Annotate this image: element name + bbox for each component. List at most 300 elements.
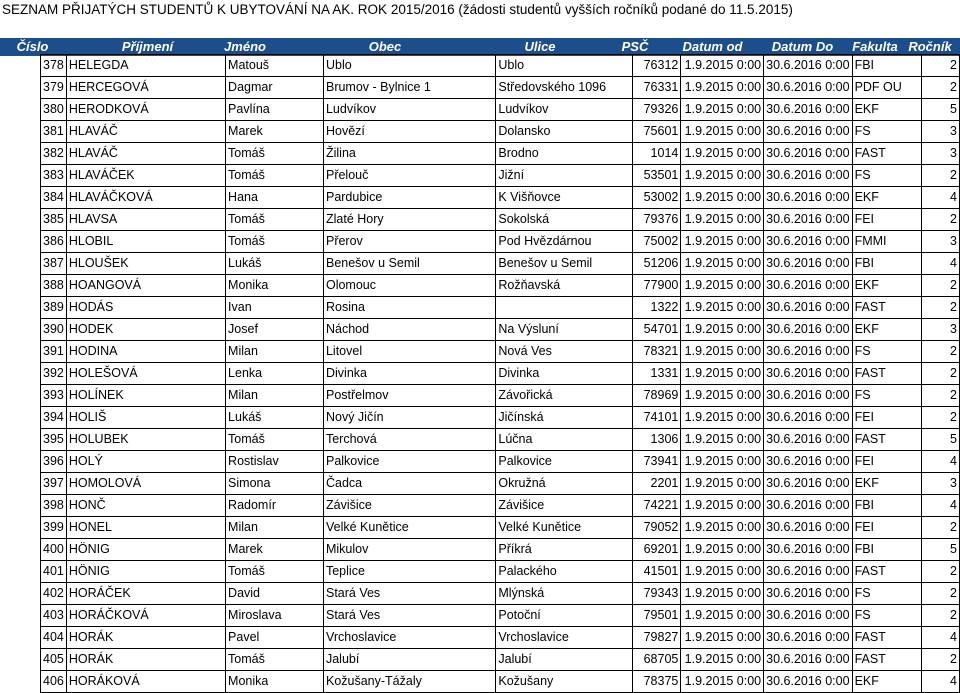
cell-datum-od: 1.9.2015 0:00 [681, 209, 764, 231]
cell-datum-od: 1.9.2015 0:00 [681, 231, 764, 253]
cell-jmeno: Dagmar [226, 77, 324, 99]
cell-ulice: Vrchoslavice [496, 627, 632, 649]
cell-jmeno: David [226, 583, 324, 605]
cell-fakulta: FS [852, 605, 921, 627]
cell-fakulta: FS [852, 341, 921, 363]
cell-jmeno: Ivan [226, 297, 324, 319]
cell-rocnik: 5 [921, 539, 959, 561]
cell-psc: 78969 [632, 385, 681, 407]
cell-ulice: Závořická [496, 385, 632, 407]
cell-fakulta: FEI [852, 517, 921, 539]
cell-prijmeni: HÖNIG [66, 539, 225, 561]
cell-psc: 51206 [632, 253, 681, 275]
cell-rocnik: 2 [921, 385, 959, 407]
cell-datum-do: 30.6.2016 0:00 [764, 649, 852, 671]
cell-rocnik: 2 [921, 561, 959, 583]
cell-rocnik: 2 [921, 605, 959, 627]
cell-datum-do: 30.6.2016 0:00 [764, 55, 852, 77]
cell-obec: Olomouc [323, 275, 495, 297]
cell-cislo: 404 [41, 627, 67, 649]
cell-psc: 68705 [632, 649, 681, 671]
cell-ulice: Pod Hvězdárnou [496, 231, 632, 253]
cell-cislo: 405 [41, 649, 67, 671]
cell-jmeno: Miroslava [226, 605, 324, 627]
cell-psc: 73941 [632, 451, 681, 473]
cell-datum-do: 30.6.2016 0:00 [764, 275, 852, 297]
cell-psc: 76312 [632, 55, 681, 77]
cell-obec: Postřelmov [323, 385, 495, 407]
cell-fakulta: FEI [852, 407, 921, 429]
cell-psc: 79376 [632, 209, 681, 231]
cell-prijmeni: HLAVÁČ [66, 121, 225, 143]
cell-psc: 78375 [632, 671, 681, 693]
cell-obec: Žilina [323, 143, 495, 165]
cell-cislo: 390 [41, 319, 67, 341]
cell-ulice: Rožňavská [496, 275, 632, 297]
cell-datum-do: 30.6.2016 0:00 [764, 561, 852, 583]
cell-datum-do: 30.6.2016 0:00 [764, 671, 852, 693]
cell-rocnik: 4 [921, 253, 959, 275]
cell-prijmeni: HORÁČKOVÁ [66, 605, 225, 627]
cell-cislo: 383 [41, 165, 67, 187]
cell-datum-do: 30.6.2016 0:00 [764, 121, 852, 143]
cell-obec: Hovězí [323, 121, 495, 143]
cell-datum-od: 1.9.2015 0:00 [681, 55, 764, 77]
cell-jmeno: Marek [226, 121, 324, 143]
cell-fakulta: FS [852, 385, 921, 407]
cell-obec: Náchod [323, 319, 495, 341]
cell-rocnik: 2 [921, 363, 959, 385]
cell-fakulta: FEI [852, 451, 921, 473]
cell-rocnik: 3 [921, 319, 959, 341]
table-row [41, 319, 960, 341]
cell-cislo: 398 [41, 495, 67, 517]
cell-psc: 53002 [632, 187, 681, 209]
cell-obec: Teplice [323, 561, 495, 583]
header-obec: Obec [368, 39, 402, 54]
cell-rocnik: 3 [921, 121, 959, 143]
cell-obec: Pardubice [323, 187, 495, 209]
cell-obec: Stará Ves [323, 583, 495, 605]
cell-ulice: Kožušany [496, 671, 632, 693]
cell-jmeno: Lukáš [226, 407, 324, 429]
cell-rocnik: 5 [921, 429, 959, 451]
cell-psc: 1331 [632, 363, 681, 385]
cell-datum-do: 30.6.2016 0:00 [764, 473, 852, 495]
cell-jmeno: Lukáš [226, 253, 324, 275]
table-row [41, 231, 960, 253]
cell-ulice [496, 297, 632, 319]
cell-jmeno: Tomáš [226, 649, 324, 671]
cell-prijmeni: HORÁČEK [66, 583, 225, 605]
table-row [41, 165, 960, 187]
cell-obec: Jalubí [323, 649, 495, 671]
cell-cislo: 386 [41, 231, 67, 253]
table-row [41, 341, 960, 363]
cell-datum-do: 30.6.2016 0:00 [764, 297, 852, 319]
table-row [41, 605, 960, 627]
cell-obec: Přelouč [323, 165, 495, 187]
cell-prijmeni: HLAVÁČEK [66, 165, 225, 187]
cell-datum-do: 30.6.2016 0:00 [764, 143, 852, 165]
cell-datum-od: 1.9.2015 0:00 [681, 77, 764, 99]
cell-psc: 77900 [632, 275, 681, 297]
cell-rocnik: 4 [921, 187, 959, 209]
cell-cislo: 380 [41, 99, 67, 121]
cell-jmeno: Rostislav [226, 451, 324, 473]
cell-obec: Brumov - Bylnice 1 [323, 77, 495, 99]
cell-obec: Vrchoslavice [323, 627, 495, 649]
table-row [41, 671, 960, 693]
cell-datum-do: 30.6.2016 0:00 [764, 407, 852, 429]
page-title: SEZNAM PŘIJATÝCH STUDENTŮ K UBYTOVÁNÍ NA AK. ROK 2015/2016 (žádosti studentů vyšších ročníků podané do 11.5.2015) [2, 2, 793, 17]
cell-datum-od: 1.9.2015 0:00 [681, 539, 764, 561]
header-prijmeni: Příjmení [121, 39, 174, 54]
cell-datum-do: 30.6.2016 0:00 [764, 253, 852, 275]
header-fakulta: Fakulta [852, 39, 898, 54]
cell-fakulta: FAST [852, 143, 921, 165]
cell-jmeno: Matouš [226, 55, 324, 77]
cell-datum-od: 1.9.2015 0:00 [681, 99, 764, 121]
cell-datum-od: 1.9.2015 0:00 [681, 319, 764, 341]
cell-ulice: Palkovice [496, 451, 632, 473]
cell-ulice: Jičínská [496, 407, 632, 429]
table-row [41, 407, 960, 429]
cell-fakulta: EKF [852, 187, 921, 209]
cell-cislo: 392 [41, 363, 67, 385]
cell-jmeno: Monika [226, 671, 324, 693]
cell-prijmeni: HLOBIL [66, 231, 225, 253]
cell-jmeno: Tomáš [226, 561, 324, 583]
table-row [41, 143, 960, 165]
cell-rocnik: 2 [921, 341, 959, 363]
cell-psc: 79052 [632, 517, 681, 539]
cell-rocnik: 2 [921, 55, 959, 77]
cell-rocnik: 3 [921, 231, 959, 253]
cell-fakulta: FS [852, 121, 921, 143]
cell-rocnik: 2 [921, 517, 959, 539]
cell-datum-do: 30.6.2016 0:00 [764, 627, 852, 649]
cell-prijmeni: HÖNIG [66, 561, 225, 583]
cell-datum-do: 30.6.2016 0:00 [764, 583, 852, 605]
cell-obec: Stará Ves [323, 605, 495, 627]
table-row [41, 385, 960, 407]
cell-prijmeni: HODEK [66, 319, 225, 341]
cell-datum-od: 1.9.2015 0:00 [681, 187, 764, 209]
cell-datum-do: 30.6.2016 0:00 [764, 517, 852, 539]
cell-fakulta: FMMI [852, 231, 921, 253]
cell-prijmeni: HOLEŠOVÁ [66, 363, 225, 385]
header-rocnik: Ročník [908, 39, 952, 54]
cell-datum-od: 1.9.2015 0:00 [681, 649, 764, 671]
cell-obec: Divinka [323, 363, 495, 385]
cell-jmeno: Tomáš [226, 143, 324, 165]
cell-psc: 53501 [632, 165, 681, 187]
cell-cislo: 389 [41, 297, 67, 319]
cell-fakulta: FBI [852, 495, 921, 517]
cell-cislo: 384 [41, 187, 67, 209]
cell-fakulta: FAST [852, 297, 921, 319]
cell-ulice: Divinka [496, 363, 632, 385]
cell-ulice: Lúčna [496, 429, 632, 451]
cell-fakulta: FBI [852, 55, 921, 77]
cell-datum-od: 1.9.2015 0:00 [681, 627, 764, 649]
cell-jmeno: Lenka [226, 363, 324, 385]
cell-fakulta: PDF OU [852, 77, 921, 99]
cell-datum-do: 30.6.2016 0:00 [764, 165, 852, 187]
table-row [41, 561, 960, 583]
cell-ulice: Jižní [496, 165, 632, 187]
cell-ulice: Brodno [496, 143, 632, 165]
cell-psc: 79343 [632, 583, 681, 605]
cell-ulice: Ublo [496, 55, 632, 77]
table-row [41, 363, 960, 385]
cell-cislo: 402 [41, 583, 67, 605]
cell-psc: 74101 [632, 407, 681, 429]
cell-fakulta: FS [852, 583, 921, 605]
cell-jmeno: Tomáš [226, 209, 324, 231]
cell-rocnik: 3 [921, 473, 959, 495]
cell-psc: 1322 [632, 297, 681, 319]
cell-ulice: Nová Ves [496, 341, 632, 363]
table-row [41, 429, 960, 451]
cell-jmeno: Milan [226, 517, 324, 539]
cell-cislo: 401 [41, 561, 67, 583]
table-row [41, 517, 960, 539]
table-row [41, 55, 960, 77]
cell-prijmeni: HERODKOVÁ [66, 99, 225, 121]
cell-datum-od: 1.9.2015 0:00 [681, 473, 764, 495]
cell-cislo: 396 [41, 451, 67, 473]
cell-prijmeni: HLAVÁČKOVÁ [66, 187, 225, 209]
cell-rocnik: 2 [921, 275, 959, 297]
cell-ulice: Benešov u Semil [496, 253, 632, 275]
cell-ulice: K Višňovce [496, 187, 632, 209]
table-row [41, 649, 960, 671]
cell-rocnik: 3 [921, 143, 959, 165]
cell-prijmeni: HORÁK [66, 649, 225, 671]
cell-jmeno: Radomír [226, 495, 324, 517]
cell-datum-do: 30.6.2016 0:00 [764, 539, 852, 561]
cell-fakulta: FEI [852, 209, 921, 231]
cell-datum-od: 1.9.2015 0:00 [681, 407, 764, 429]
cell-obec: Nový Jičín [323, 407, 495, 429]
cell-jmeno: Simona [226, 473, 324, 495]
cell-rocnik: 2 [921, 407, 959, 429]
cell-rocnik: 2 [921, 297, 959, 319]
cell-datum-od: 1.9.2015 0:00 [681, 583, 764, 605]
cell-psc: 54701 [632, 319, 681, 341]
cell-datum-do: 30.6.2016 0:00 [764, 99, 852, 121]
cell-jmeno: Monika [226, 275, 324, 297]
cell-ulice: Ludvíkov [496, 99, 632, 121]
cell-obec: Benešov u Semil [323, 253, 495, 275]
cell-psc: 41501 [632, 561, 681, 583]
cell-obec: Litovel [323, 341, 495, 363]
cell-cislo: 387 [41, 253, 67, 275]
cell-psc: 75002 [632, 231, 681, 253]
cell-datum-do: 30.6.2016 0:00 [764, 209, 852, 231]
table-row [41, 275, 960, 297]
cell-psc: 79827 [632, 627, 681, 649]
cell-rocnik: 2 [921, 209, 959, 231]
cell-datum-od: 1.9.2015 0:00 [681, 165, 764, 187]
cell-ulice: Závišice [496, 495, 632, 517]
table-row [41, 209, 960, 231]
cell-psc: 79501 [632, 605, 681, 627]
cell-cislo: 391 [41, 341, 67, 363]
cell-rocnik: 2 [921, 165, 959, 187]
cell-prijmeni: HODÁS [66, 297, 225, 319]
cell-obec: Palkovice [323, 451, 495, 473]
cell-rocnik: 4 [921, 627, 959, 649]
cell-ulice: Jalubí [496, 649, 632, 671]
cell-prijmeni: HONČ [66, 495, 225, 517]
table-row [41, 495, 960, 517]
cell-prijmeni: HOLÝ [66, 451, 225, 473]
cell-prijmeni: HELEGDA [66, 55, 225, 77]
cell-datum-do: 30.6.2016 0:00 [764, 429, 852, 451]
cell-datum-od: 1.9.2015 0:00 [681, 363, 764, 385]
table-row [41, 539, 960, 561]
table-row [41, 99, 960, 121]
cell-cislo: 400 [41, 539, 67, 561]
cell-datum-do: 30.6.2016 0:00 [764, 187, 852, 209]
cell-jmeno: Marek [226, 539, 324, 561]
student-table [40, 54, 960, 693]
cell-fakulta: FAST [852, 627, 921, 649]
cell-rocnik: 2 [921, 583, 959, 605]
cell-datum-do: 30.6.2016 0:00 [764, 385, 852, 407]
table-row [41, 451, 960, 473]
cell-datum-do: 30.6.2016 0:00 [764, 451, 852, 473]
cell-psc: 2201 [632, 473, 681, 495]
cell-prijmeni: HODINA [66, 341, 225, 363]
table-row [41, 583, 960, 605]
table-row [41, 253, 960, 275]
table-row [41, 297, 960, 319]
cell-obec: Závišice [323, 495, 495, 517]
cell-ulice: Velké Kunětice [496, 517, 632, 539]
cell-prijmeni: HERCEGOVÁ [66, 77, 225, 99]
cell-ulice: Středovského 1096 [496, 77, 632, 99]
cell-prijmeni: HLAVSA [66, 209, 225, 231]
table-row [41, 77, 960, 99]
header-datum-od: Datum od [682, 39, 743, 54]
cell-obec: Mikulov [323, 539, 495, 561]
cell-datum-od: 1.9.2015 0:00 [681, 121, 764, 143]
cell-rocnik: 2 [921, 77, 959, 99]
cell-datum-do: 30.6.2016 0:00 [764, 495, 852, 517]
cell-rocnik: 5 [921, 99, 959, 121]
cell-ulice: Příkrá [496, 539, 632, 561]
cell-ulice: Potoční [496, 605, 632, 627]
cell-psc: 75601 [632, 121, 681, 143]
table-row [41, 473, 960, 495]
header-cislo: Číslo [16, 39, 49, 54]
cell-cislo: 399 [41, 517, 67, 539]
cell-ulice: Mlýnská [496, 583, 632, 605]
cell-datum-od: 1.9.2015 0:00 [681, 561, 764, 583]
cell-prijmeni: HOLÍNEK [66, 385, 225, 407]
cell-fakulta: EKF [852, 671, 921, 693]
cell-psc: 74221 [632, 495, 681, 517]
cell-datum-od: 1.9.2015 0:00 [681, 341, 764, 363]
cell-cislo: 393 [41, 385, 67, 407]
cell-cislo: 388 [41, 275, 67, 297]
cell-cislo: 397 [41, 473, 67, 495]
cell-obec: Ludvíkov [323, 99, 495, 121]
cell-psc: 1014 [632, 143, 681, 165]
cell-psc: 76331 [632, 77, 681, 99]
cell-ulice: Na Výsluní [496, 319, 632, 341]
cell-prijmeni: HLAVÁČ [66, 143, 225, 165]
cell-obec: Ublo [323, 55, 495, 77]
cell-ulice: Palackého [496, 561, 632, 583]
cell-jmeno: Tomáš [226, 429, 324, 451]
cell-obec: Velké Kunětice [323, 517, 495, 539]
cell-obec: Čadca [323, 473, 495, 495]
cell-psc: 79326 [632, 99, 681, 121]
cell-jmeno: Pavel [226, 627, 324, 649]
cell-jmeno: Milan [226, 341, 324, 363]
cell-obec: Kožušany-Tážaly [323, 671, 495, 693]
cell-prijmeni: HOLIŠ [66, 407, 225, 429]
table-row [41, 121, 960, 143]
cell-datum-do: 30.6.2016 0:00 [764, 77, 852, 99]
cell-cislo: 378 [41, 55, 67, 77]
cell-cislo: 395 [41, 429, 67, 451]
header-jmeno: Jméno [224, 39, 266, 54]
cell-datum-od: 1.9.2015 0:00 [681, 253, 764, 275]
cell-obec: Rosina [323, 297, 495, 319]
header-datum-do: Datum Do [771, 39, 834, 54]
cell-cislo: 379 [41, 77, 67, 99]
cell-fakulta: FAST [852, 363, 921, 385]
cell-prijmeni: HOMOLOVÁ [66, 473, 225, 495]
cell-prijmeni: HOANGOVÁ [66, 275, 225, 297]
table-row [41, 187, 960, 209]
cell-jmeno: Hana [226, 187, 324, 209]
cell-fakulta: FAST [852, 649, 921, 671]
cell-jmeno: Tomáš [226, 231, 324, 253]
cell-fakulta: FBI [852, 539, 921, 561]
cell-cislo: 394 [41, 407, 67, 429]
cell-psc: 78321 [632, 341, 681, 363]
cell-datum-do: 30.6.2016 0:00 [764, 341, 852, 363]
cell-cislo: 403 [41, 605, 67, 627]
cell-obec: Zlaté Hory [323, 209, 495, 231]
cell-datum-do: 30.6.2016 0:00 [764, 363, 852, 385]
cell-obec: Přerov [323, 231, 495, 253]
cell-fakulta: EKF [852, 99, 921, 121]
cell-jmeno: Josef [226, 319, 324, 341]
cell-datum-od: 1.9.2015 0:00 [681, 385, 764, 407]
cell-datum-do: 30.6.2016 0:00 [764, 231, 852, 253]
cell-cislo: 381 [41, 121, 67, 143]
cell-fakulta: FS [852, 165, 921, 187]
cell-obec: Terchová [323, 429, 495, 451]
cell-fakulta: FAST [852, 561, 921, 583]
table-row [41, 627, 960, 649]
cell-datum-od: 1.9.2015 0:00 [681, 429, 764, 451]
cell-prijmeni: HLOUŠEK [66, 253, 225, 275]
cell-rocnik: 4 [921, 451, 959, 473]
cell-fakulta: EKF [852, 319, 921, 341]
cell-jmeno: Pavlína [226, 99, 324, 121]
cell-cislo: 382 [41, 143, 67, 165]
header-ulice: Ulice [524, 39, 556, 54]
